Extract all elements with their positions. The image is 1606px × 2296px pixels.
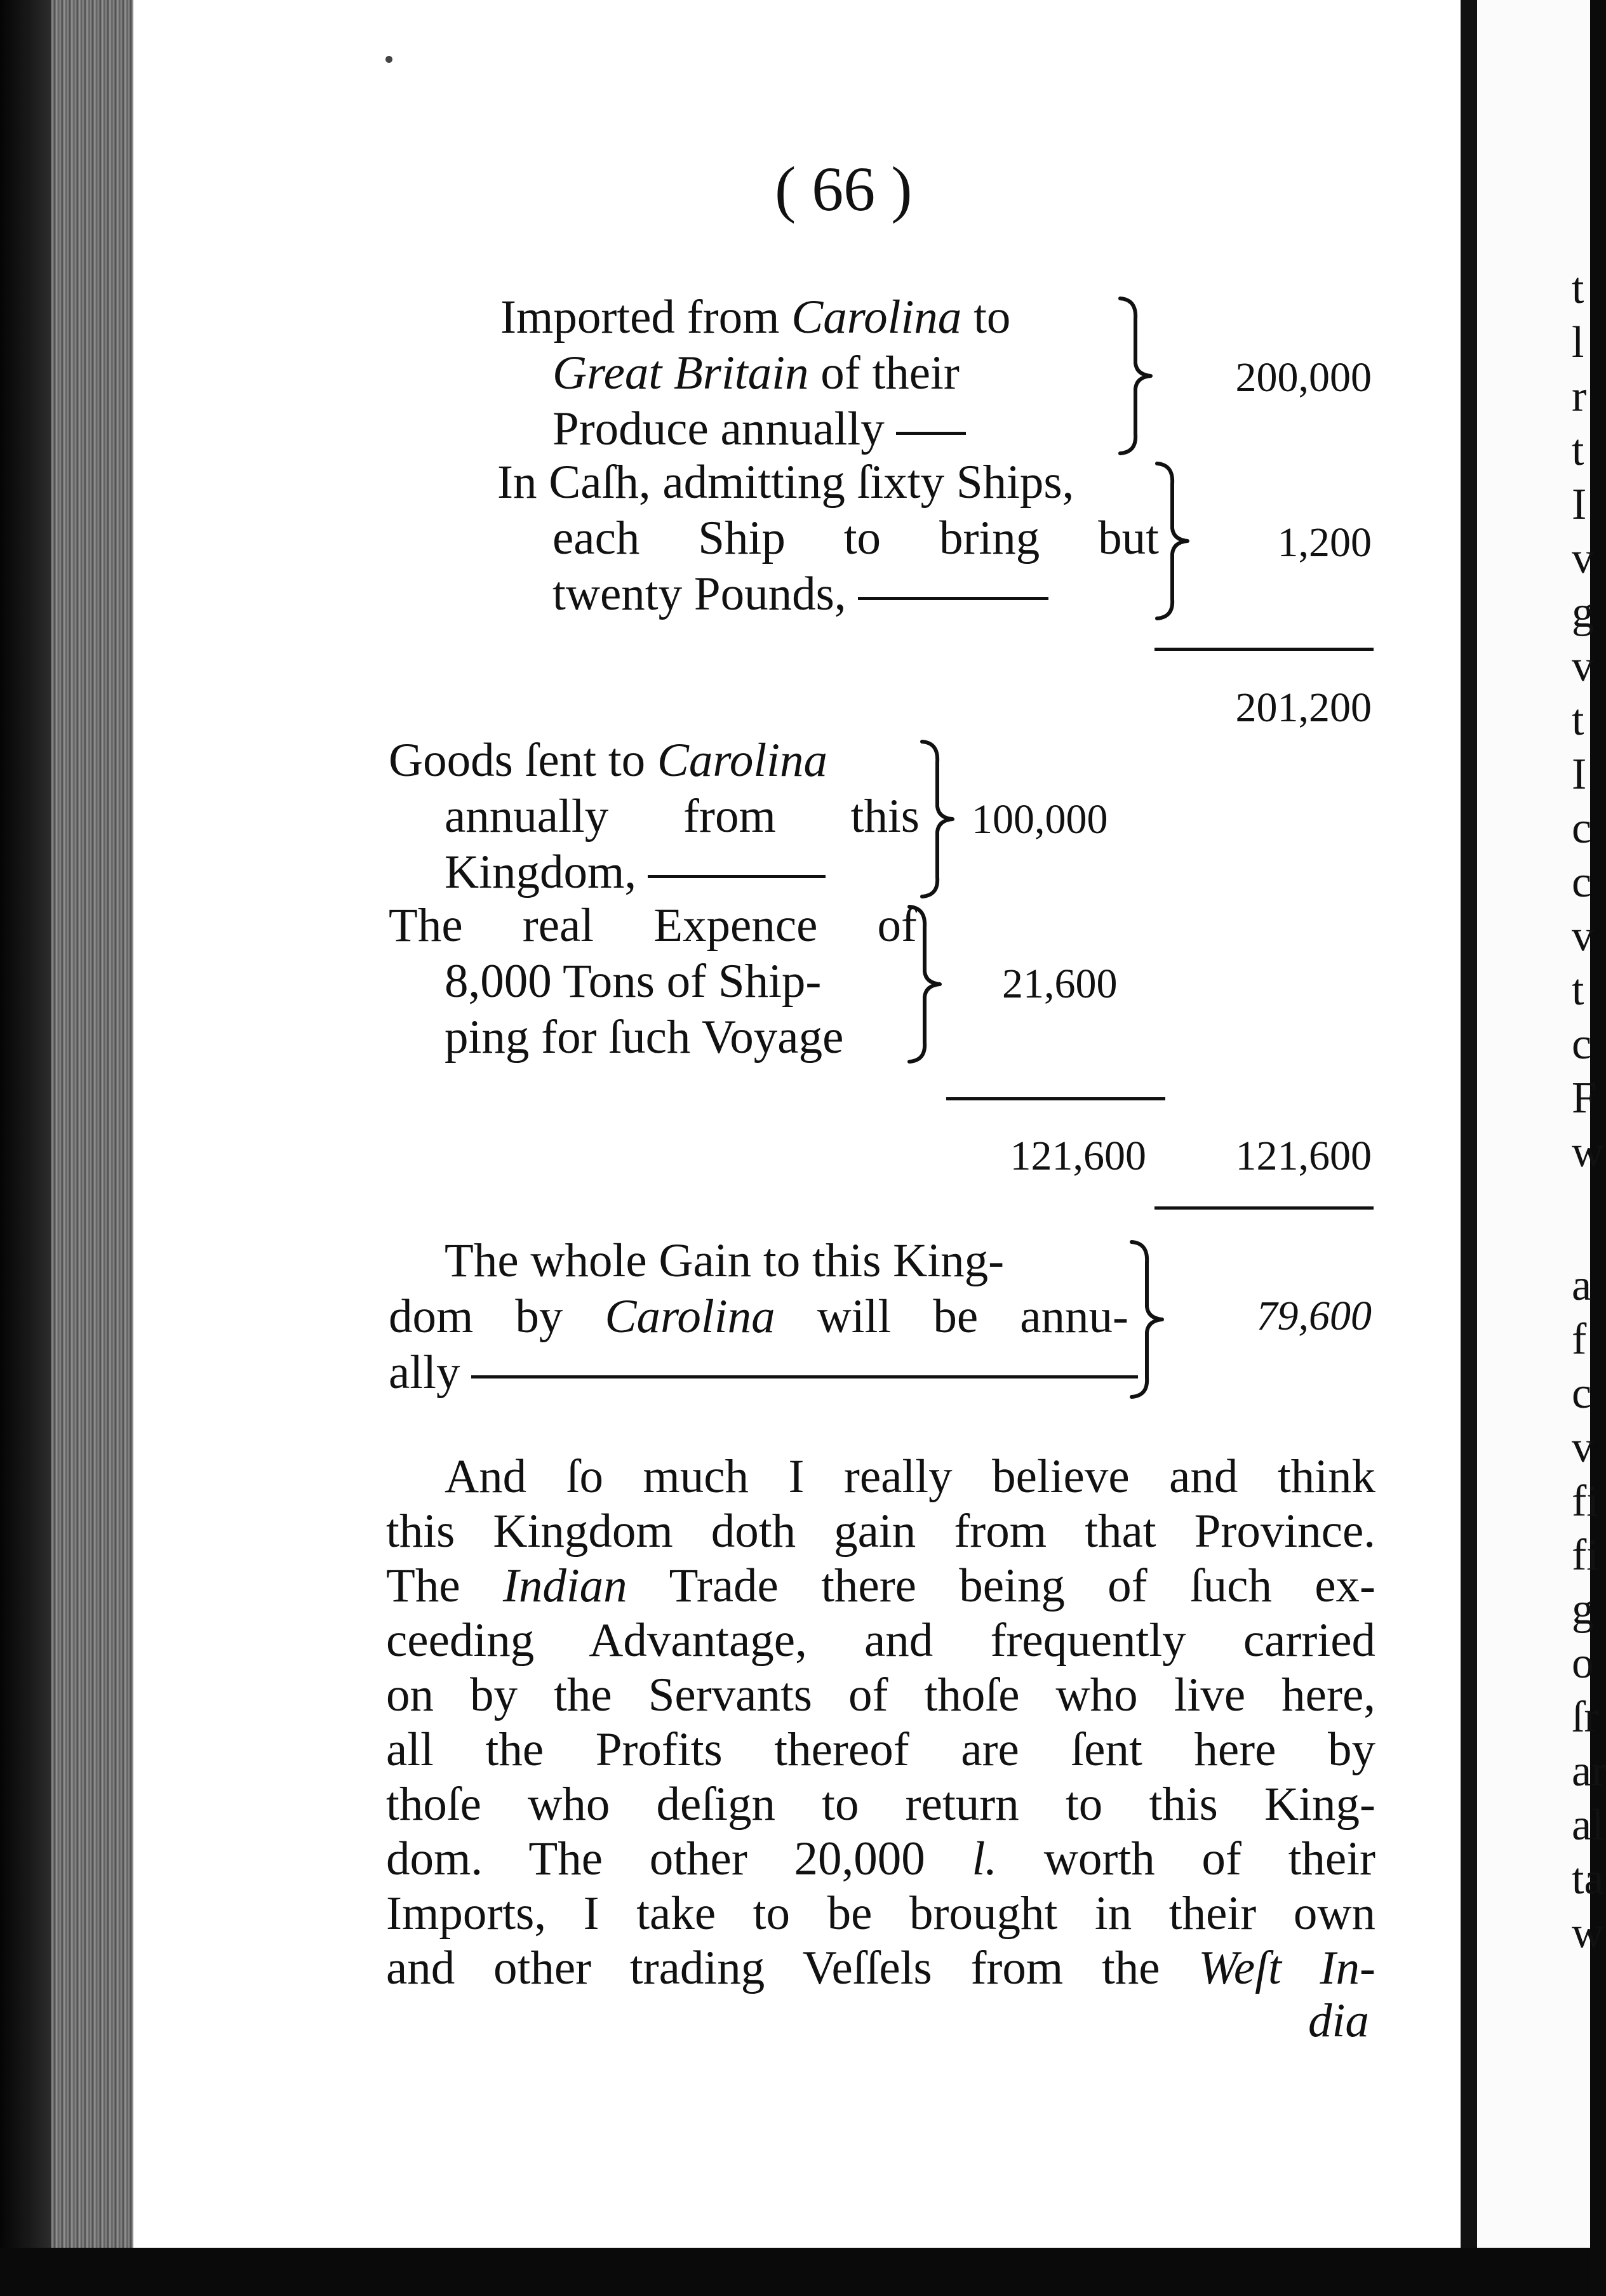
facing-page-glyph: f <box>1572 1315 1587 1364</box>
page-stack-edge <box>0 0 51 2248</box>
paragraph-line <box>386 1778 1375 1831</box>
paragraph-line-text <box>386 1887 1375 1940</box>
facing-page-glyph: v <box>1572 912 1594 961</box>
ink-speck <box>385 56 392 63</box>
text: The real Expence of <box>389 899 917 952</box>
place-carolina: Carolina <box>605 1290 775 1343</box>
paragraph-line-text <box>386 1723 1375 1776</box>
text: each Ship to bring but <box>552 512 1159 564</box>
facing-page-glyph: ar <box>1572 1747 1606 1796</box>
amount-whole-gain: 79,600 <box>1256 1293 1372 1339</box>
amount-goods: 100,000 <box>972 796 1108 843</box>
facing-page-glyph: c <box>1572 858 1592 907</box>
paragraph-line-text <box>386 1559 1375 1612</box>
paragraph-line <box>386 1614 1375 1667</box>
ledger-entry-shipping-line3: ping for ſuch Voyage <box>445 1011 844 1064</box>
text: And ſo much I really believe and think <box>445 1450 1375 1503</box>
ledger-entry-shipping-line2: 8,000 Tons of Ship- <box>445 955 822 1008</box>
text: Produce annually <box>552 403 885 455</box>
ledger-entry-cash-line1: In Caſh, admitting ſixty Ships, <box>497 456 1074 509</box>
amount-shipping: 21,600 <box>1002 961 1118 1007</box>
paragraph-line <box>386 1671 1375 1719</box>
text: this Kingdom doth gain from that Province. <box>386 1505 1375 1558</box>
sum-rule <box>946 1097 1165 1100</box>
place-great-britain: Great Britain <box>552 347 809 399</box>
paragraph-line <box>386 1559 1375 1612</box>
facing-page-glyph: c <box>1572 804 1592 853</box>
paragraph-line-text <box>386 1671 1375 1719</box>
text: on by the Servants of thoſe who live here, <box>386 1669 1375 1721</box>
facing-page-glyph: ſr <box>1572 1693 1599 1742</box>
leader-dash <box>471 1375 1138 1378</box>
text: and other trading Veſſels from the <box>386 1942 1199 1994</box>
text: The <box>386 1559 503 1612</box>
italic-term: Indian <box>502 1559 627 1612</box>
catchword: dia <box>1308 1994 1369 2047</box>
gain-line2 <box>389 1290 1128 1343</box>
paragraph-line-text <box>386 1778 1375 1831</box>
paragraph-line <box>386 1887 1375 1940</box>
facing-page-glyph: t <box>1572 966 1584 1015</box>
text: will be annu- <box>775 1290 1128 1343</box>
text: dom by <box>389 1290 605 1343</box>
ledger-entry-imports-line1 <box>500 291 1011 344</box>
ledger-entry-cash-line2 <box>552 514 1159 562</box>
facing-page-glyph: t <box>1572 264 1584 313</box>
amount-imports: 200,000 <box>1235 354 1372 401</box>
facing-page-glyph: c <box>1572 1369 1592 1418</box>
scan-border <box>0 2248 1590 2296</box>
facing-page-glyph: t <box>1572 696 1584 745</box>
text: twenty Pounds, <box>552 568 846 620</box>
brace <box>1111 293 1162 458</box>
text <box>389 1290 1128 1343</box>
paragraph-line <box>445 1450 1375 1503</box>
facing-page-glyph: r <box>1572 372 1587 421</box>
paragraph-line <box>386 1832 1376 1885</box>
amount-cash: 1,200 <box>1277 519 1372 566</box>
ledger-entry-goods-line3 <box>445 848 826 896</box>
paragraph-line-text <box>386 1832 1376 1885</box>
paragraph-line <box>386 1505 1375 1558</box>
facing-page-glyph: w <box>1572 1909 1604 1958</box>
brace <box>1123 1237 1174 1402</box>
subtotal-block2: 121,600 <box>1010 1133 1146 1179</box>
brace <box>900 902 951 1067</box>
text: Kingdom, <box>445 846 637 898</box>
facing-page-glyph: v <box>1572 534 1594 583</box>
leader-dash <box>896 432 966 435</box>
facing-page-glyph: ta <box>1572 1855 1604 1904</box>
ledger-entry-imports-line2 <box>552 349 960 397</box>
facing-page-glyph: l <box>1572 318 1584 367</box>
page-edges-shading <box>51 0 133 2248</box>
facing-page-glyph: a <box>1572 1261 1592 1310</box>
facing-page-glyph: g <box>1572 588 1594 637</box>
facing-page-glyph: v <box>1572 1423 1594 1472</box>
text: Goods ſent to <box>389 734 657 787</box>
text: all the Profits thereof are ſent here by <box>386 1723 1375 1776</box>
paragraph-line-text <box>445 1450 1375 1503</box>
text: thoſe who deſign to return to this King- <box>386 1778 1375 1831</box>
gain-line3 <box>389 1346 1138 1399</box>
ledger-entry-imports-line3 <box>552 405 966 453</box>
page-number: ( 66 ) <box>775 154 913 224</box>
paragraph-line-text <box>386 1614 1375 1667</box>
sum-rule <box>1154 1206 1374 1210</box>
facing-page-glyph: fi <box>1572 1531 1599 1580</box>
text: Trade there being of ſuch ex- <box>627 1559 1375 1612</box>
text: Imported from <box>500 291 792 344</box>
place-carolina: Carolina <box>791 291 962 344</box>
text: worth of their <box>997 1832 1376 1885</box>
paragraph-line <box>386 1944 1375 1992</box>
ledger-entry-cash-line3 <box>552 570 1048 618</box>
facing-page-glyph: o <box>1572 1639 1594 1688</box>
facing-page-glyph: I <box>1572 750 1587 799</box>
brace <box>913 737 964 902</box>
place-carolina: Carolina <box>657 734 828 787</box>
paragraph-line-text <box>386 1944 1375 1992</box>
facing-page-glyph: c <box>1572 1020 1592 1069</box>
text: to <box>961 291 1011 344</box>
text: ceeding Advantage, and frequently carried <box>386 1614 1375 1667</box>
book-gutter <box>1461 0 1477 2260</box>
ledger-entry-goods-line2 <box>445 790 920 843</box>
facing-page-glyph: g <box>1572 1585 1594 1634</box>
text: Imports, I take to be brought in their own <box>386 1887 1375 1940</box>
ledger-entry-goods-line1 <box>389 734 828 787</box>
text: of their <box>808 347 960 399</box>
facing-page-glyph: I <box>1572 480 1587 529</box>
text: annually from this <box>445 790 920 843</box>
total-block1: 201,200 <box>1235 684 1372 731</box>
leader-dash <box>648 875 826 878</box>
italic-term: l. <box>972 1832 998 1885</box>
text: ally <box>389 1346 460 1399</box>
facing-page-glyph: fi <box>1572 1477 1599 1526</box>
paragraph-line <box>386 1723 1375 1776</box>
total-block2: 121,600 <box>1235 1133 1372 1179</box>
paragraph-line-text <box>386 1505 1375 1558</box>
facing-page-glyph: F <box>1572 1074 1596 1123</box>
facing-page-glyph: t <box>1572 426 1584 475</box>
italic-term: Weſt In- <box>1198 1942 1375 1994</box>
gain-line1: The whole Gain to this King- <box>445 1234 1005 1287</box>
facing-page-glyph: v <box>1572 642 1594 691</box>
facing-page-glyph: al <box>1572 1801 1604 1850</box>
ledger-entry-shipping-line1 <box>389 899 917 952</box>
facing-page-glyph: w <box>1572 1128 1604 1177</box>
sum-rule <box>1154 648 1374 651</box>
leader-dash <box>858 597 1048 600</box>
text: dom. The other 20,000 <box>386 1832 972 1885</box>
